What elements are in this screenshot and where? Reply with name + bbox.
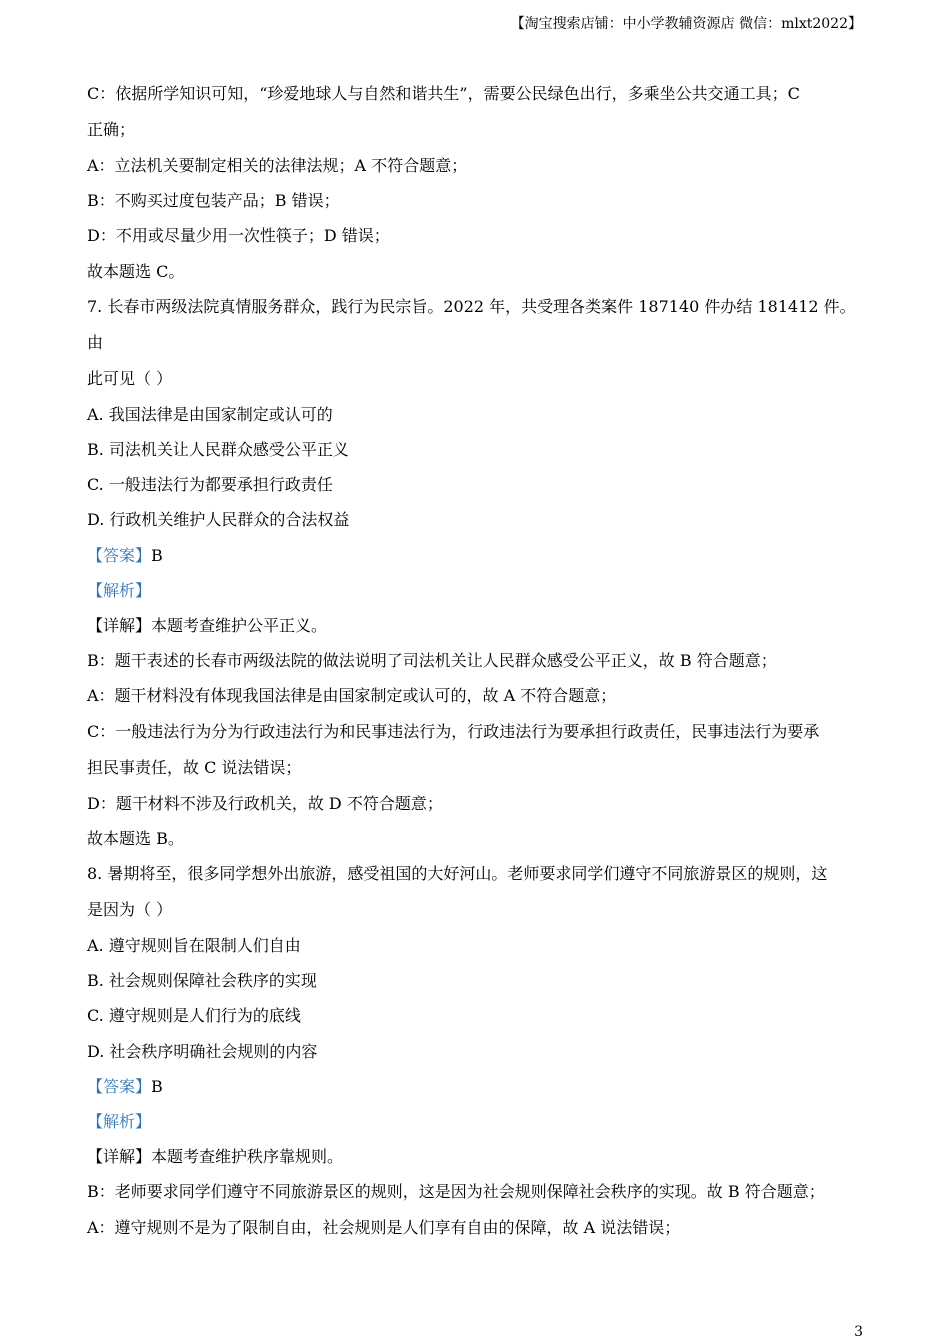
answer-line <box>87 1069 862 1104</box>
question-stem: 8. 暑期将至，很多同学想外出旅游，感受祖国的大好河山。老师要求同学们遵守不同旅游景区的规则，这 <box>87 864 828 884</box>
text-line: A：题干材料没有体现我国法律是由国家制定或认可的，故 A 不符合题意； <box>87 686 617 706</box>
option-c: C. 一般违法行为都要承担行政责任 <box>87 475 333 495</box>
option-d: D. 社会秩序明确社会规则的内容 <box>87 1041 318 1061</box>
text-line: D：不用或尽量少用一次性筷子；D 错误； <box>87 226 390 246</box>
analysis-line <box>87 1104 862 1139</box>
answer-tag: 【答案】 <box>87 1076 152 1096</box>
answer-line <box>87 538 862 573</box>
text-line: B：题干表述的长春市两级法院的做法说明了司法机关让人民群众感受公平正义，故 B 符合题意； <box>87 651 777 671</box>
text-line: 故本题选 B。 <box>87 828 184 848</box>
question-stem: 此可见（ ） <box>87 368 173 388</box>
page-number: 3 <box>854 1324 863 1340</box>
option-c: C. 遵守规则是人们行为的底线 <box>87 1006 301 1026</box>
option-a: A. 遵守规则旨在限制人们自由 <box>87 936 301 956</box>
text-line: B：不购买过度包装产品；B 错误； <box>87 191 340 211</box>
text-line: C：一般违法行为分为行政违法行为和民事违法行为，行政违法行为要承担行政责任，民事违法行为要承 <box>87 721 820 741</box>
text-line: 担民事责任，故 C 说法错误； <box>87 757 302 777</box>
text-line: 【详解】本题考查维护公平正义。 <box>87 616 328 636</box>
text-line: D：题干材料不涉及行政机关，故 D 不符合题意； <box>87 793 443 813</box>
question-stem: 是因为（ ） <box>87 900 173 920</box>
option-b: B. 司法机关让人民群众感受公平正义 <box>87 440 349 460</box>
answer-tag: 【答案】 <box>87 545 152 565</box>
text-line: C：依据所学知识可知，“珍爱地球人与自然和谐共生”，需要公民绿色出行，多乘坐公共交通工具；C <box>87 84 800 103</box>
answer-value: B <box>151 1076 163 1096</box>
text-line: A：立法机关要制定相关的法律法规；A 不符合题意； <box>87 156 468 175</box>
option-b: B. 社会规则保障社会秩序的实现 <box>87 971 317 991</box>
text-line: 故本题选 C。 <box>87 261 185 281</box>
analysis-tag: 【解析】 <box>87 1112 152 1132</box>
text-line: 正确； <box>87 120 136 139</box>
page-header: 【淘宝搜索店铺：中小学教辅资源店 微信：mlxt2022】 <box>510 16 862 32</box>
option-d: D. 行政机关维护人民群众的合法权益 <box>87 510 350 530</box>
analysis-tag: 【解析】 <box>87 580 152 600</box>
answer-value: B <box>151 545 163 565</box>
text-line: 【详解】本题考查维护秩序靠规则。 <box>87 1147 344 1167</box>
analysis-line <box>87 573 862 608</box>
question-stem: 7. 长春市两级法院真情服务群众，践行为民宗旨。2022 年，共受理各类案件 187140 件办结 181412 件。由 <box>87 296 856 352</box>
option-a: A. 我国法律是由国家制定或认可的 <box>87 404 333 424</box>
text-line: B：老师要求同学们遵守不同旅游景区的规则，这是因为社会规则保障社会秩序的实现。故 B 符合题意； <box>87 1182 825 1202</box>
document-body <box>87 76 862 1245</box>
text-line: A：遵守规则不是为了限制自由，社会规则是人们享有自由的保障，故 A 说法错误； <box>87 1217 681 1237</box>
